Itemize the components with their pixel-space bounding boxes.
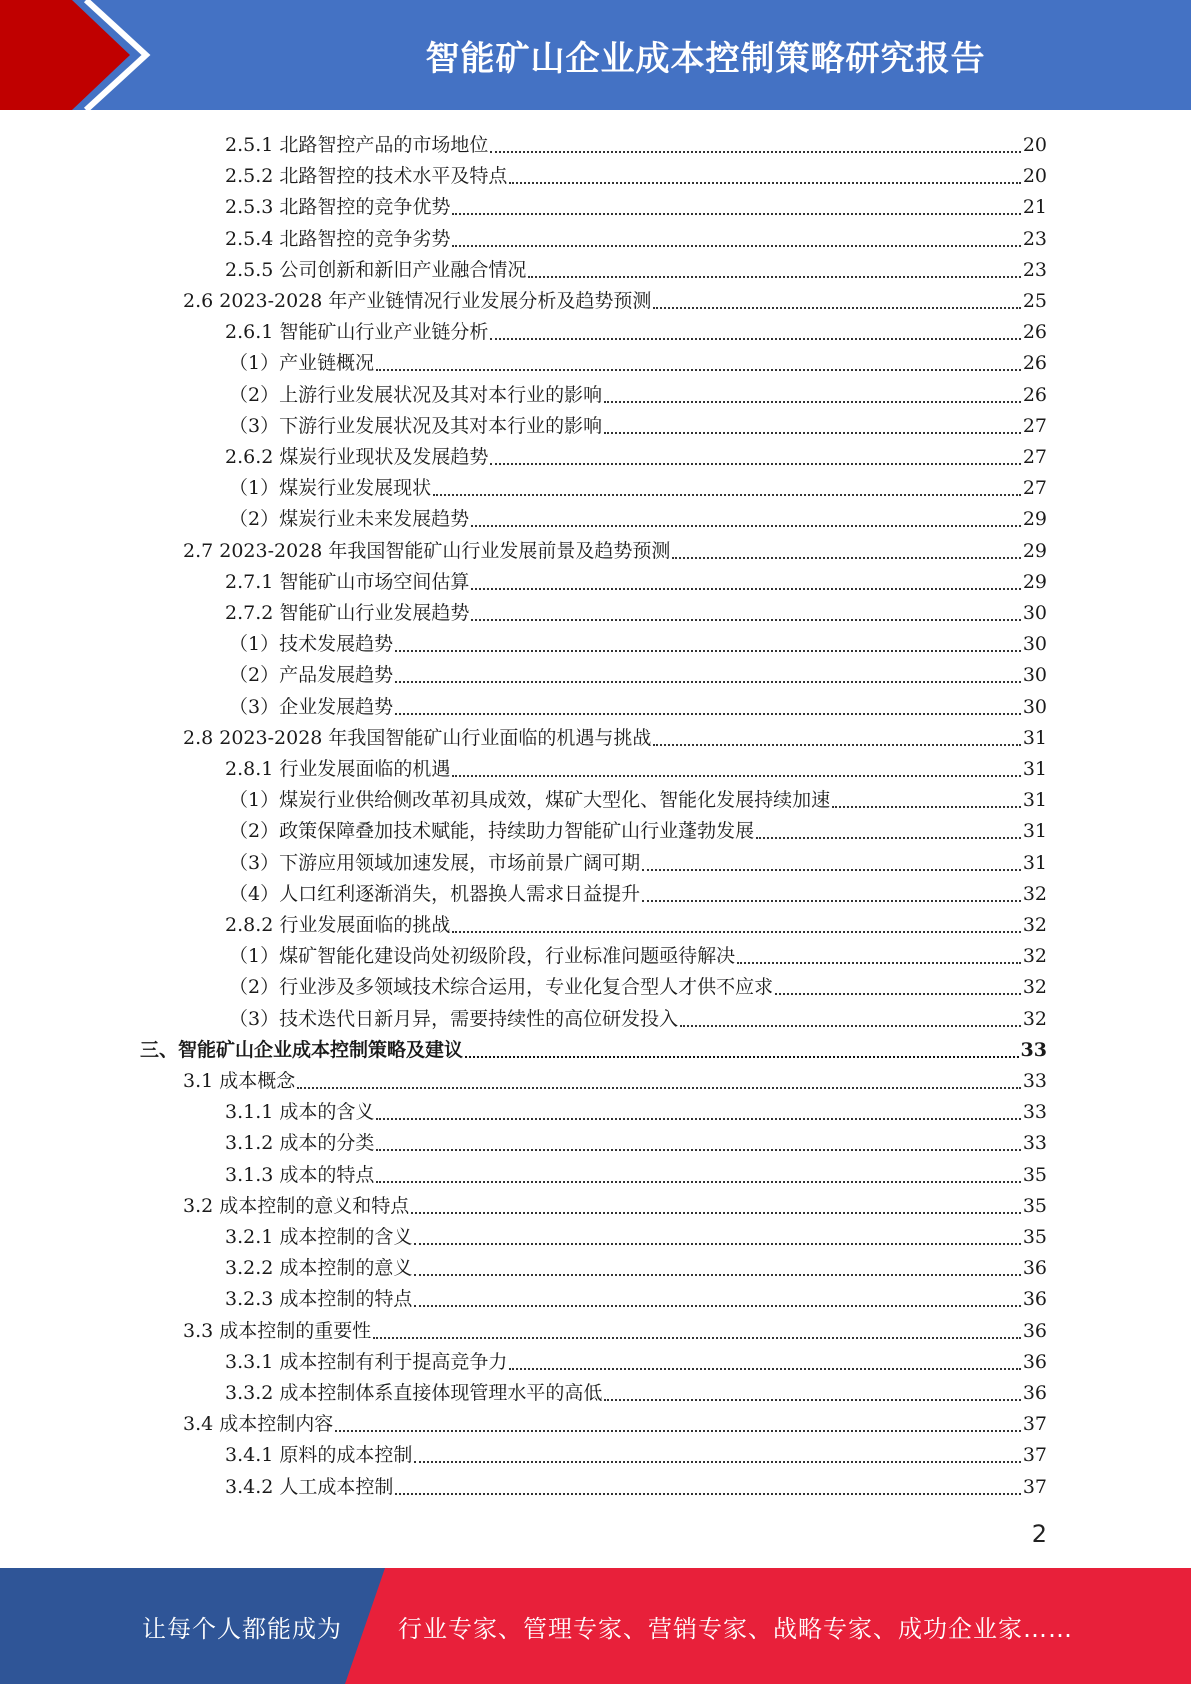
toc-entry-title: （3）技术迭代日新月异，需要持续性的高位研发投入 [229,1007,679,1030]
toc-entry-page: 26 [1022,383,1047,406]
toc-leader-dots [604,1399,1020,1401]
toc-leader-dots [376,1149,1020,1151]
toc-leader-dots [411,1212,1021,1214]
toc-entry-title: （1）煤矿智能化建设尚处初级阶段，行业标准问题亟待解决 [229,945,736,968]
toc-entry-page: 25 [1022,290,1047,312]
toc-leader-dots [335,1430,1021,1432]
footer-banner [0,1568,1191,1684]
header-banner [0,0,1191,110]
toc-entry-page: 35 [1022,1226,1047,1248]
toc-leader-dots [452,245,1020,247]
toc-leader-dots [376,1118,1020,1120]
toc-entry[interactable] [229,938,1047,969]
toc-entry-page: 31 [1022,820,1047,843]
toc-entry-title: 三、智能矿山企业成本控制策略及建议 [140,1038,464,1061]
toc-entry-title: 2.5.4 北路智控的竞争劣势 [225,227,451,250]
toc-entry-title: 3.1.3 成本的特点 [225,1163,375,1186]
toc-leader-dots [490,463,1020,465]
toc-entry[interactable] [183,283,1047,314]
toc-entry-title: （2）煤炭行业未来发展趋势 [229,508,470,531]
toc-entry-page: 27 [1022,446,1047,468]
toc-leader-dots [395,713,1021,715]
toc-entry-page: 32 [1022,1007,1047,1030]
toc-entry-title: 2.6.1 智能矿山行业产业链分析 [225,321,489,344]
toc-leader-dots [737,962,1021,964]
toc-entry[interactable] [140,1032,1047,1063]
toc-entry-page: 33 [1022,1070,1047,1092]
toc-entry-page: 20 [1022,134,1047,156]
toc-entry-page: 29 [1022,508,1047,531]
toc-entry[interactable] [225,1125,1047,1156]
toc-entry[interactable] [183,1406,1047,1437]
toc-entry-title: 3.1 成本概念 [183,1070,296,1092]
toc-entry[interactable] [183,1313,1047,1344]
toc-entry[interactable] [225,252,1047,283]
toc-entry-page: 35 [1022,1194,1047,1217]
toc-leader-dots [414,1305,1020,1307]
toc-leader-dots [395,650,1021,652]
toc-entry-title: （3）下游应用领域加速发展，市场前景广阔可期 [229,851,641,874]
toc-entry[interactable] [225,439,1047,470]
toc-leader-dots [680,1025,1021,1027]
toc-entry-page: 37 [1022,1444,1047,1467]
toc-leader-dots [528,276,1020,278]
toc-entry[interactable] [229,845,1047,876]
toc-entry-page: 33 [1020,1038,1047,1061]
toc-entry[interactable] [225,564,1047,595]
toc-entry-title: 2.6 2023-2028 年产业链情况行业发展分析及趋势预测 [183,290,652,312]
toc-leader-dots [414,1461,1020,1463]
toc-entry-page: 30 [1022,633,1047,656]
toc-entry-title: 2.6.2 煤炭行业现状及发展趋势 [225,446,489,468]
toc-entry-page: 36 [1022,1288,1047,1311]
toc-leader-dots [509,182,1020,184]
toc-entry[interactable] [225,907,1047,938]
toc-entry[interactable] [229,345,1047,376]
toc-entry-title: （2）产品发展趋势 [229,664,394,687]
toc-leader-dots [373,1337,1021,1339]
toc-leader-dots [452,931,1020,933]
toc-entry-title: （3）下游行业发展状况及其对本行业的影响 [229,414,603,437]
toc-leader-dots [414,1274,1020,1276]
toc-entry-title: 3.2.2 成本控制的意义 [225,1257,413,1280]
toc-entry[interactable] [229,626,1047,657]
toc-entry-page: 32 [1022,882,1047,905]
toc-entry[interactable] [229,657,1047,688]
toc-entry-page: 26 [1022,352,1047,375]
toc-entry-title: 3.4.1 原料的成本控制 [225,1444,413,1467]
toc-entry-page: 23 [1022,258,1047,281]
footer-slogan-left: 让每个人都能成为 [142,1614,342,1643]
toc-entry-title: 2.5.5 公司创新和新旧产业融合情况 [225,258,527,281]
toc-leader-dots [672,557,1020,559]
toc-entry-title: （2）政策保障叠加技术赋能，持续助力智能矿山行业蓬勃发展 [229,820,755,843]
toc-entry[interactable] [229,813,1047,844]
toc-leader-dots [604,432,1021,434]
toc-entry-title: 2.8.2 行业发展面临的挑战 [225,914,451,936]
toc-entry-title: 2.8 2023-2028 年我国智能矿山行业面临的机遇与挑战 [183,726,652,749]
toc-leader-dots [452,775,1020,777]
toc-entry-title: 3.2 成本控制的意义和特点 [183,1194,410,1217]
toc-leader-dots [395,681,1021,683]
toc-entry-page: 23 [1022,227,1047,250]
toc-leader-dots [395,1493,1020,1495]
toc-entry[interactable] [225,1250,1047,1281]
toc-entry-title: 3.1.2 成本的分类 [225,1132,375,1155]
page-number: 2 [1031,1520,1047,1548]
toc-leader-dots [376,369,1021,371]
toc-entry-title: 3.2.1 成本控制的含义 [225,1226,413,1248]
toc-entry-page: 27 [1022,477,1047,500]
toc-entry-title: 2.5.2 北路智控的技术水平及特点 [225,165,508,188]
toc-entry-title: （2）行业涉及多领域技术综合运用，专业化复合型人才供不应求 [229,976,774,999]
footer-slogan-right: 行业专家、管理专家、营销专家、战略专家、成功企业家…… [398,1614,1073,1643]
toc-entry-title: （1）煤炭行业供给侧改革初具成效，煤矿大型化、智能化发展持续加速 [229,789,831,812]
toc-leader-dots [471,525,1021,527]
toc-leader-dots [433,494,1021,496]
toc-leader-dots [832,806,1021,808]
toc-entry-page: 30 [1022,664,1047,687]
toc-entry-page: 29 [1022,539,1047,562]
toc-entry[interactable] [229,876,1047,907]
toc-entry-page: 36 [1022,1382,1047,1404]
toc-entry[interactable] [225,1157,1047,1188]
toc-entry[interactable] [225,1219,1047,1250]
toc-entry-page: 31 [1022,726,1047,749]
toc-entry-page: 35 [1022,1163,1047,1186]
toc-leader-dots [604,401,1021,403]
toc-leader-dots [452,213,1020,215]
toc-entry[interactable] [225,1437,1047,1468]
toc-entry[interactable] [229,377,1047,408]
toc-entry-title: 3.3 成本控制的重要性 [183,1319,372,1342]
toc-entry-page: 21 [1022,196,1047,219]
toc-entry[interactable] [183,1188,1047,1219]
toc-entry[interactable] [225,595,1047,626]
toc-entry[interactable] [225,751,1047,782]
toc-entry[interactable] [225,1281,1047,1312]
toc-entry-title: 3.3.1 成本控制有利于提高竞争力 [225,1350,508,1373]
toc-entry-page: 31 [1022,758,1047,780]
document-title: 智能矿山企业成本控制策略研究报告 [425,38,986,79]
toc-entry[interactable] [183,1063,1047,1094]
toc-leader-dots [756,837,1021,839]
toc-leader-dots [775,993,1021,995]
toc-leader-dots [414,1243,1020,1245]
toc-entry-title: （3）企业发展趋势 [229,695,394,718]
toc-leader-dots [642,900,1021,902]
toc-entry[interactable] [225,1094,1047,1125]
toc-entry-page: 20 [1022,165,1047,188]
toc-entry-page: 36 [1022,1350,1047,1373]
toc-entry[interactable] [225,221,1047,252]
toc-entry-page: 32 [1022,976,1047,999]
arrow-decoration-icon [0,0,160,110]
toc-entry[interactable] [225,314,1047,345]
toc-entry-title: （1）技术发展趋势 [229,633,394,656]
toc-entry[interactable] [225,189,1047,220]
toc-entry-title: （1）产业链概况 [229,352,375,375]
toc-entry[interactable] [225,1344,1047,1375]
toc-entry[interactable] [183,533,1047,564]
toc-entry-title: 3.3.2 成本控制体系直接体现管理水平的高低 [225,1382,603,1404]
toc-entry-title: 3.4.2 人工成本控制 [225,1475,394,1498]
toc-entry[interactable] [229,1001,1047,1032]
toc-leader-dots [490,338,1020,340]
toc-entry-page: 27 [1022,414,1047,437]
toc-entry-title: （1）煤炭行业发展现状 [229,477,432,500]
toc-entry-page: 36 [1022,1319,1047,1342]
toc-entry-title: 3.2.3 成本控制的特点 [225,1288,413,1311]
toc-leader-dots [376,1181,1020,1183]
toc-entry-page: 36 [1022,1257,1047,1280]
toc-entry[interactable] [225,1375,1047,1406]
toc-entry-page: 37 [1022,1475,1047,1498]
toc-leader-dots [653,744,1020,746]
toc-entry-title: 3.1.1 成本的含义 [225,1101,375,1124]
toc-entry-page: 33 [1022,1132,1047,1155]
toc-entry[interactable] [225,127,1047,158]
toc-entry-page: 26 [1022,321,1047,344]
toc-entry[interactable] [225,158,1047,189]
toc-entry-title: 2.7 2023-2028 年我国智能矿山行业发展前景及趋势预测 [183,539,671,562]
toc-entry-page: 32 [1022,945,1047,968]
toc-entry[interactable] [229,470,1047,501]
toc-entry-title: 2.5.3 北路智控的竞争优势 [225,196,451,219]
toc-leader-dots [297,1087,1021,1089]
toc-leader-dots [642,869,1021,871]
toc-entry-title: 2.5.1 北路智控产品的市场地位 [225,134,489,156]
toc-leader-dots [509,1368,1020,1370]
toc-entry-page: 31 [1022,789,1047,812]
toc-entry-title: 2.8.1 行业发展面临的机遇 [225,758,451,780]
toc-leader-dots [465,1056,1019,1058]
toc-entry[interactable] [229,408,1047,439]
toc-entry-title: 2.7.1 智能矿山市场空间估算 [225,570,470,593]
toc-entry[interactable] [229,501,1047,532]
toc-entry[interactable] [229,689,1047,720]
toc-leader-dots [653,307,1020,309]
toc-entry-page: 30 [1022,695,1047,718]
toc-entry-page: 33 [1022,1101,1047,1124]
toc-entry[interactable] [229,782,1047,813]
toc-entry-title: （4）人口红利逐渐消失，机器换人需求日益提升 [229,882,641,905]
toc-leader-dots [490,151,1020,153]
toc-entry-page: 29 [1022,570,1047,593]
toc-entry-page: 31 [1022,851,1047,874]
toc-leader-dots [471,588,1020,590]
toc-entry[interactable] [225,1469,1047,1500]
toc-entry-page: 37 [1022,1413,1047,1436]
toc-leader-dots [471,619,1020,621]
toc-entry-title: 3.4 成本控制内容 [183,1413,334,1436]
toc-entry-title: 2.7.2 智能矿山行业发展趋势 [225,602,470,624]
toc-entry-page: 32 [1022,914,1047,936]
toc-entry[interactable] [183,720,1047,751]
toc-entry-page: 30 [1022,602,1047,624]
toc-entry-title: （2）上游行业发展状况及其对本行业的影响 [229,383,603,406]
toc-entry[interactable] [229,969,1047,1000]
